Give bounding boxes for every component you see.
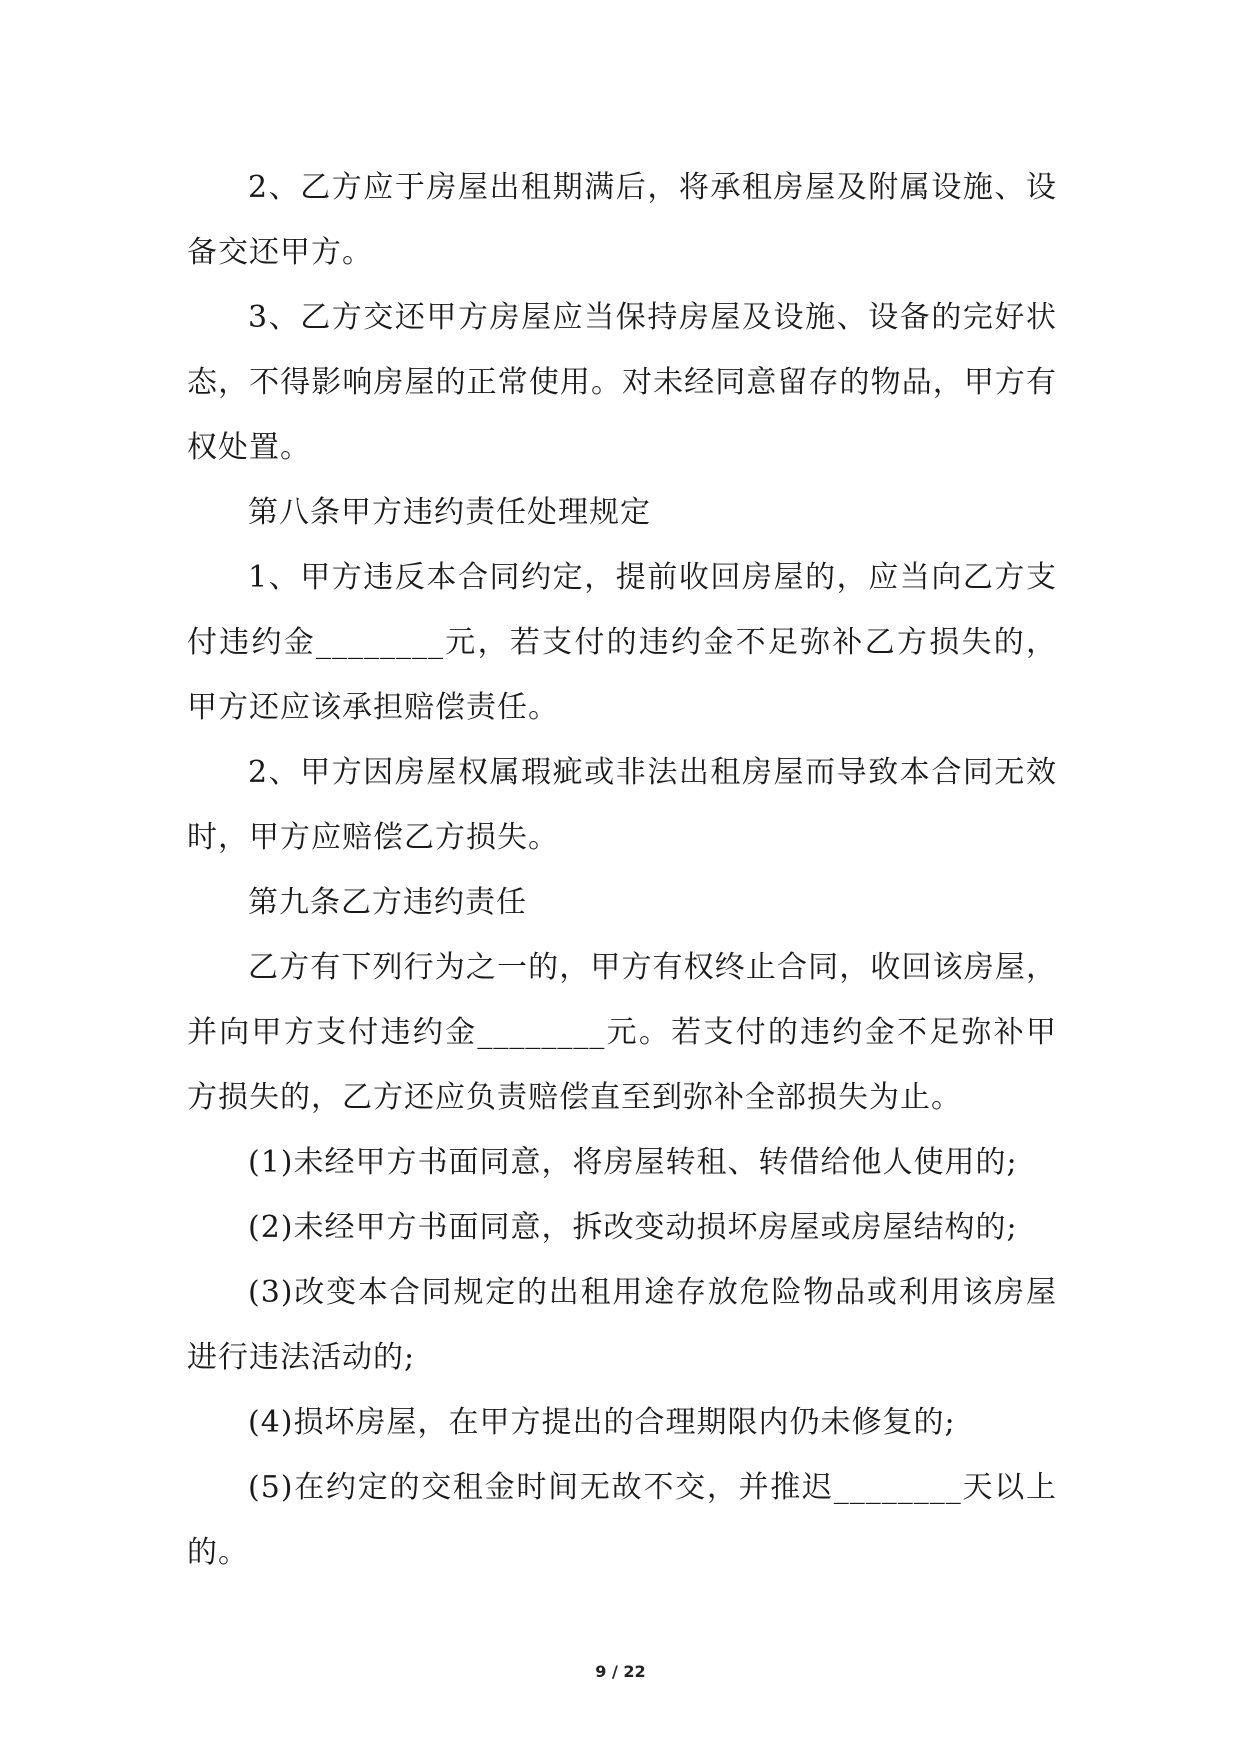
paragraph-party-a-early-termination: 1、甲方违反本合同约定，提前收回房屋的，应当向乙方支付违约金________元，若支付的违约金不足弥补乙方损失的，甲方还应该承担赔偿责任。: [187, 560, 1057, 725]
list-item-sublet: (1)未经甲方书面同意，将房屋转租、转借给他人使用的;: [248, 1145, 1018, 1180]
document-body: [187, 155, 1057, 1585]
paragraph-return-premises: 2、乙方应于房屋出租期满后，将承租房屋及附属设施、设备交还甲方。: [187, 170, 1057, 270]
article-8-heading: 第八条甲方违约责任处理规定: [248, 495, 651, 530]
page-number: 9 / 22: [595, 1662, 646, 1681]
list-item-alteration: (2)未经甲方书面同意，拆改变动损坏房屋或房屋结构的;: [248, 1210, 1018, 1245]
list-item-illegal-use: (3)改变本合同规定的出租用途存放危险物品或利用该房屋进行违法活动的;: [187, 1275, 1057, 1375]
list-item-late-rent: (5)在约定的交租金时间无故不交，并推迟________天以上的。: [187, 1470, 1057, 1570]
paragraph-return-condition: 3、乙方交还甲方房屋应当保持房屋及设施、设备的完好状态，不得影响房屋的正常使用。对未经同意留存的物品，甲方有权处置。: [187, 300, 1057, 465]
paragraph-party-b-breach: 乙方有下列行为之一的，甲方有权终止合同，收回该房屋，并向甲方支付违约金________元。若支付的违约金不足弥补甲方损失的，乙方还应负责赔偿直至到弥补全部损失为止。: [187, 950, 1057, 1115]
paragraph-party-a-title-defect: 2、甲方因房屋权属瑕疵或非法出租房屋而导致本合同无效时，甲方应赔偿乙方损失。: [187, 755, 1057, 855]
article-9-heading: 第九条乙方违约责任: [248, 885, 527, 920]
list-item-damage: (4)损坏房屋，在甲方提出的合理期限内仍未修复的;: [248, 1405, 956, 1440]
